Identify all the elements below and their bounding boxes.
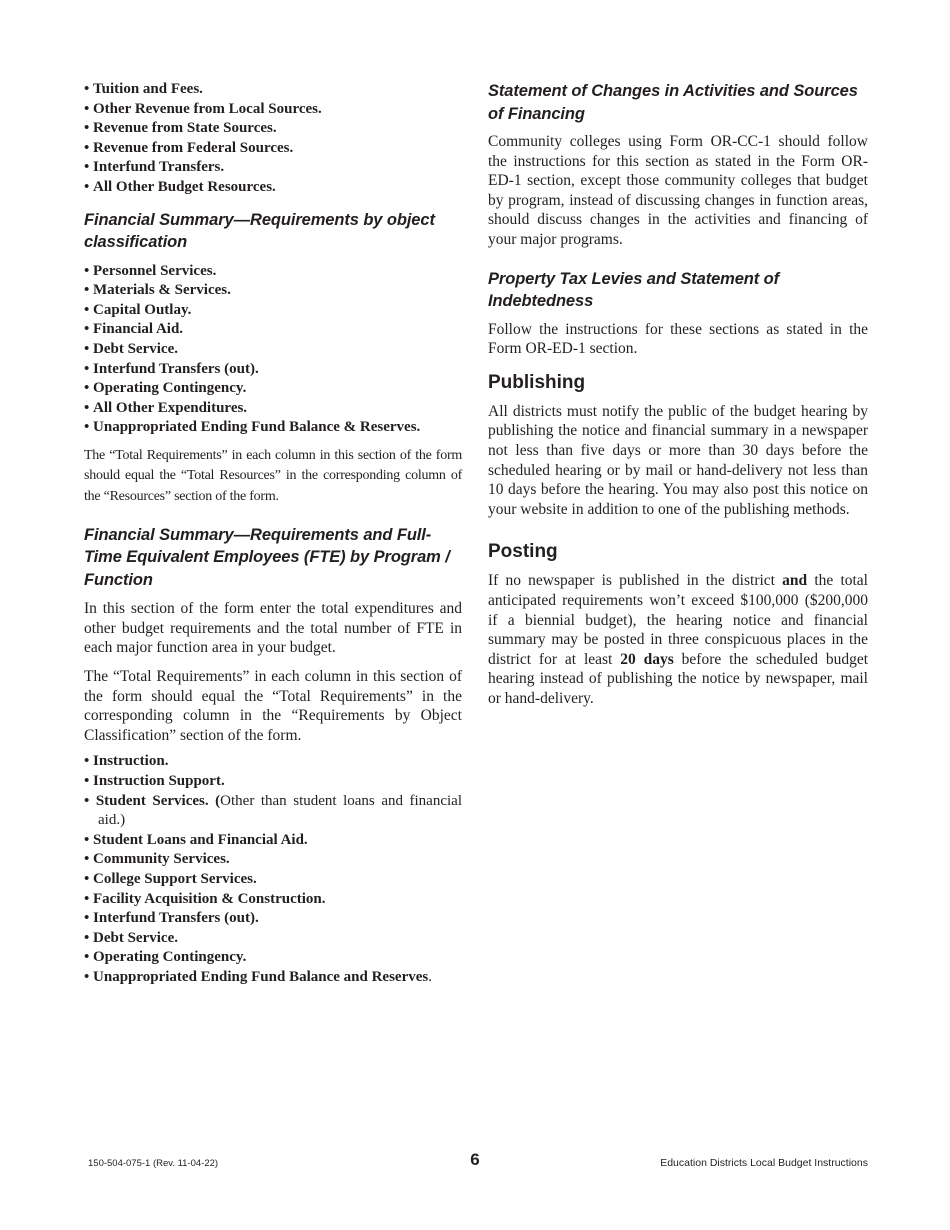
levies-heading: Property Tax Levies and Statement of Indebtedness: [488, 269, 780, 311]
list-item: • Revenue from Federal Sources.: [84, 139, 462, 159]
resources-list: [84, 80, 462, 198]
unappropriated-period: .: [428, 968, 432, 985]
student-services-note: Other than student loans and financial aid.): [98, 792, 462, 829]
object-list: [84, 262, 462, 438]
posting-text-3: before the scheduled budget hearing instead of publishing the notice by newspaper, mail or hand-delivery.: [488, 650, 869, 707]
form-number: 150-504-075-1 (Rev. 11-04-22): [88, 1158, 219, 1169]
list-item: • Tuition and Fees.: [84, 80, 462, 100]
fte-heading: Financial Summary—Requirements and Full-Time Equivalent Employees (FTE) by Program / Function: [84, 525, 450, 589]
posting-text-1: If no newspaper is published in the district: [488, 572, 783, 590]
list-item: • Community Services.: [84, 850, 462, 870]
levies-paragraph: Follow the instructions for these sections as stated in the Form OR-ED-1 section.: [488, 320, 868, 358]
publishing-paragraph: All districts must notify the public of the budget hearing by publishing the notice and financial summary in a newspaper not less than five days or more than 30 days before the scheduled hearing or by mail or hand-delivery not less than 10 days before the hearing. You may also post this notice on your website in addition to one of the publishing methods.: [488, 402, 868, 518]
object-classification-heading: Financial Summary—Requirements by object classification: [84, 210, 435, 252]
list-item: • Debt Service.: [84, 340, 462, 360]
list-item: • Interfund Transfers (out).: [84, 360, 462, 380]
function-list: [84, 752, 462, 987]
list-item: • Student Loans and Financial Aid.: [84, 831, 462, 851]
posting-paragraph: [488, 571, 868, 708]
list-item: • Operating Contingency.: [84, 379, 462, 399]
fte-paragraph-2: The “Total Requirements” in each column in this section of the form should equal the “Total Requirements” in the corresponding column in the “Requirements by Object Classification” section of the form.: [84, 668, 462, 744]
page-number: 6: [470, 1150, 480, 1169]
document-title: Education Districts Local Budget Instructions: [660, 1157, 868, 1169]
list-item: • Debt Service.: [84, 929, 462, 949]
fte-paragraph-1: In this section of the form enter the total expenditures and other budget requirements and the total number of FTE in each major function area in your budget.: [84, 600, 462, 657]
list-item: • Interfund Transfers.: [84, 158, 462, 178]
list-item: • All Other Expenditures.: [84, 399, 462, 419]
right-column: [488, 80, 868, 708]
left-column: [84, 80, 462, 988]
list-item: • College Support Services.: [84, 870, 462, 890]
unappropriated-label: Unappropriated Ending Fund Balance and Reserves: [93, 968, 429, 985]
list-item: • Unappropriated Ending Fund Balance & Reserves.: [84, 418, 462, 438]
publishing-heading: Publishing: [488, 371, 586, 393]
posting-days: 20 days: [620, 650, 674, 668]
changes-heading: Statement of Changes in Activities and Sources of Financing: [488, 82, 858, 123]
list-item: • Facility Acquisition & Construction.: [84, 890, 462, 910]
student-services-label: Student Services. (: [95, 792, 221, 809]
posting-heading: Posting: [488, 541, 558, 563]
changes-paragraph: Community colleges using Form OR-CC-1 should follow the instructions for this section as stated in the Form OR-ED-1 section, except those community colleges that budget by program, instead of discussing changes in function areas, should discuss changes in the activities and financing of your major programs.: [488, 133, 868, 248]
posting-and: and: [782, 572, 808, 590]
list-item: [84, 792, 462, 831]
list-item: • Capital Outlay.: [84, 301, 462, 321]
list-item: • Other Revenue from Local Sources.: [84, 100, 462, 120]
object-note: The “Total Requirements” in each column in this section of the form should equal the “Total Resources” in the corresponding column of the “Resources” section of the form.: [84, 447, 462, 504]
list-item: • Operating Contingency.: [84, 948, 462, 968]
list-item: • Personnel Services.: [84, 262, 462, 282]
list-item: • Revenue from State Sources.: [84, 119, 462, 139]
posting-text-2: the total anticipated requirements won’t exceed $100,000 ($200,000 if a biennial budget), the hearing notice and financial summary may be posted in three conspicuous places in the district for at least: [488, 572, 868, 668]
list-item: • Instruction.: [84, 752, 462, 772]
list-item: • Interfund Transfers (out).: [84, 909, 462, 929]
list-item: [84, 968, 462, 988]
list-item: • Instruction Support.: [84, 772, 462, 792]
list-item: • Materials & Services.: [84, 281, 462, 301]
list-item: • All Other Budget Resources.: [84, 178, 462, 198]
list-item: • Financial Aid.: [84, 320, 462, 340]
